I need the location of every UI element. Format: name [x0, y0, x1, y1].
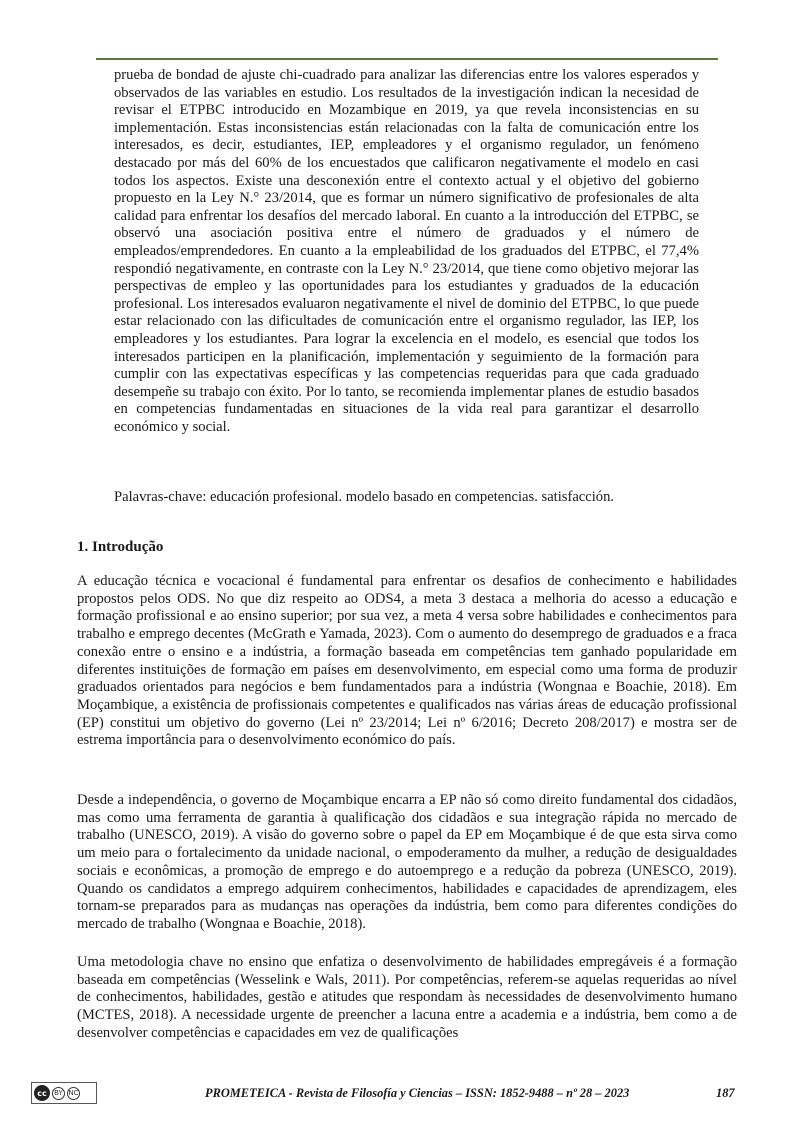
page-footer [0, 1082, 793, 1106]
body-paragraph: A educação técnica e vocacional é fundamental para enfrentar os desafios de conhecimento e habilidades propostos pelos ODS. No que diz respeito ao ODS4, a meta 3 destaca a melhoria do acesso a educação e formação profissional e ao ensino superior; por sua vez, a meta 4 versa sobre habilidades e conhecimentos para trabalho e emprego decentes (McGrath e Yamada, 2023). Com o aumento do desemprego de graduados e a fraca conexão entre o ensino e a indústria, a formação baseada em competências tem ganhado popularidade em diferentes instituições de formação em países em desenvolvimento, em especial como uma forma de produzir graduados orientados para negócios e bem fundamentados para a indústria (Wongnaa e Boachie, 2018). Em Moçambique, a existência de profissionais competentes e qualificados nas várias áreas de educação profissional (EP) constitui um objetivo do governo (Lei nº 23/2014; Lei nº 6/2016; Decreto 208/2017) e mostra ser de estrema importância para o desenvolvimento económico do país. [77, 573, 737, 749]
by-icon: BY [52, 1087, 65, 1100]
section-heading: 1. Introdução [77, 539, 164, 555]
body-paragraph: Desde a independência, o governo de Moçambique encarra a EP não só como direito fundamental dos cidadãos, mas como uma ferramenta de garantia à qualificação dos cidadãos e sua integração rápida no mercado de trabalho (UNESCO, 2019). A visão do governo sobre o papel da EP em Moçambique é de que esta sirva como um meio para o fortalecimento da unidade nacional, o empoderamento da mulher, a redução de desigualdades sociais e econômicas, a promoção de emprego e do autoemprego e a redução da pobreza (UNESCO, 2019). Quando os candidatos a emprego adquirem conhecimentos, habilidades e capacidades de aprendizagem, eles tornam-se preparados para as mudanças nas operações da indústria, bem como para diferentes condições do mercado de trabalho (Wongnaa e Boachie, 2018). [77, 792, 737, 932]
body-paragraph: Uma metodologia chave no ensino que enfatiza o desenvolvimento de habilidades empregáveis é a formação baseada em competências (Wesselink e Wals, 2011). Por competências, referem-se aquelas requeridas ao nível de conhecimentos, habilidades, gestão e atitudes que respondam às necessidades de desenvolvimento humano (MCTES, 2018). A necessidade urgente de preencher a lacuna entre a academia e a indústria, bem como a de desenvolver competências e capacidades em vez de qualificações [77, 954, 737, 1041]
abstract-text: prueba de bondad de ajuste chi-cuadrado para analizar las diferencias entre los valores esperados y observados de las variables en estudio. Los resultados de la investigación indican la necesidad de revisar el ETPBC introducido en Mozambique en 2019, ya que revela inconsistencias en su implementación. Estas inconsistencias están relacionadas con la falta de comunicación entre los interesados, es decir, estudiantes, IEP, empleadores y el organismo regulador, un fenómeno destacado por más del 60% de los encuestados que calificaron negativamente el modelo en casi todos los aspectos. Existe una desconexión entre el contexto actual y el objetivo del gobierno propuesto en la Ley N.° 23/2014, que es formar un número significativo de profesionales de alta calidad para enfrentar los desafíos del mercado laboral. En cuanto a la introducción del ETPBC, se observó una asociación positiva entre el número de graduados y el número de empleados/emprendedores. En cuanto a la empleabilidad de los graduados del ETPBC, el 77,4% respondió negativamente, en contraste con la Ley N.° 23/2014, que tiene como objetivo mejorar las perspectivas de empleo y las oportunidades para los estudiantes y graduados de la educación profesional. Los interesados evaluaron negativamente el nivel de dominio del ETPBC, lo que puede estar relacionado con las dificultades de comunicación entre el organismo regulador, las IEP, los empleadores y los estudiantes. Para lograr la excelencia en el modelo, es esencial que todos los interesados participen en la planificación, implementación y seguimiento de la formación para cumplir con las expectativas específicas y las competencias requeridas para que cada graduado desempeñe su trabajo con éxito. Por lo tanto, se recomienda implementar planes de estudio basados en competencias fundamentadas en situaciones de la vida real para garantizar el desarrollo económico y social. [114, 67, 699, 435]
journal-citation: PROMETEICA - Revista de Filosofía y Ciencias – ISSN: 1852-9488 – nº 28 – 2023 [205, 1086, 630, 1100]
keywords: Palavras-chave: educación profesional. modelo basado en competencias. satisfacción. [114, 489, 615, 505]
cc-icon: cc [34, 1085, 50, 1101]
nc-icon: NC [67, 1087, 80, 1100]
page-number: 187 [716, 1086, 735, 1100]
top-rule [96, 58, 718, 60]
cc-license-badge[interactable] [31, 1082, 97, 1104]
